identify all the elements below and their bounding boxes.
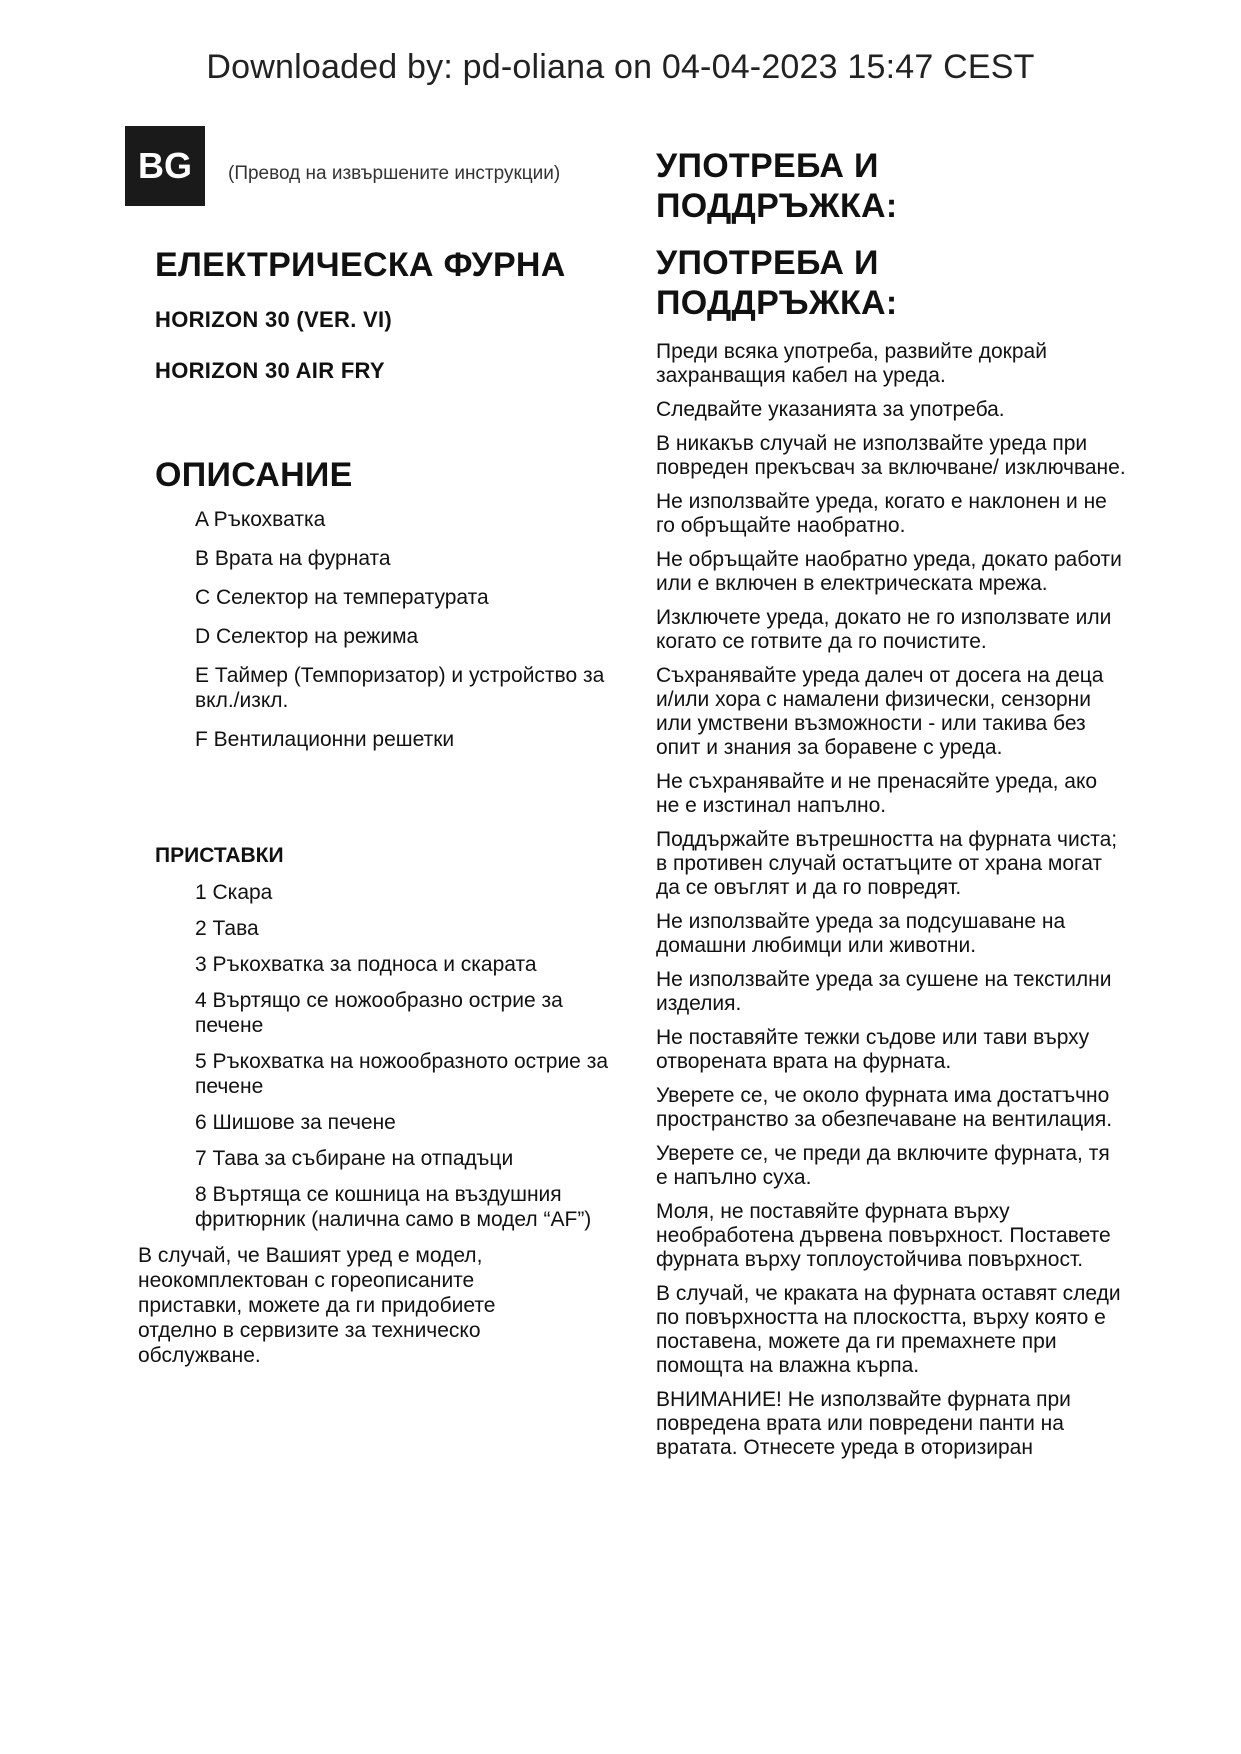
- usage-heading: УПОТРЕБА И ПОДДРЪЖКА:: [656, 244, 898, 322]
- right-column: [656, 146, 1126, 1470]
- paragraph: Следвайте указанията за употреба.: [656, 398, 1005, 421]
- paragraph: Изключете уреда, докато не го използвате или когато се готвите да го почистите.: [656, 606, 1112, 653]
- left-column: [138, 246, 625, 1368]
- paragraph: Уверете се, че преди да включите фурната, тя е напълно суха.: [656, 1142, 1110, 1189]
- list-item: 2 Тава: [195, 917, 259, 940]
- download-banner: Downloaded by: pd-oliana on 04-04-2023 15:47 CEST: [206, 48, 1035, 86]
- usage-heading: УПОТРЕБА И ПОДДРЪЖКА:: [656, 147, 898, 225]
- list-item: A Ръкохватка: [195, 508, 326, 531]
- paragraph: Не използвайте уреда за сушене на текстилни изделия.: [656, 968, 1112, 1015]
- paragraph: Съхранявайте уреда далеч от досега на деца и/или хора с намалени физически, сензорни или умствени възможности - или такива без опит и знания за боравене с уреда.: [656, 664, 1104, 759]
- model-name: HORIZON 30 (VER. VI): [155, 307, 393, 332]
- paragraph: Не използвайте уреда за подсушаване на домашни любимци или животни.: [656, 910, 1066, 957]
- paragraph: Не съхранявайте и не пренасяйте уреда, ако не е изстинал напълно.: [656, 770, 1098, 817]
- description-heading: ОПИСАНИЕ: [155, 456, 353, 494]
- model-name: HORIZON 30 AIR FRY: [155, 358, 385, 383]
- list-item: E Таймер (Темпоризатор) и устройство за вкл./изкл.: [195, 664, 605, 712]
- paragraph: ВНИМАНИЕ! Не използвайте фурната при повредена врата или повредени панти на вратата. Отнесете уреда в оторизиран: [656, 1388, 1071, 1459]
- language-badge: BG: [125, 126, 205, 206]
- paragraph: Поддържайте вътрешността на фурната чиста; в противен случай остатъците от храна могат да се овъглят и да го повредят.: [656, 828, 1118, 899]
- list-item: B Врата на фурната: [195, 547, 391, 570]
- list-item: 1 Скара: [195, 881, 273, 904]
- accessories-heading: ПРИСТАВКИ: [155, 844, 284, 867]
- paragraph: Уверете се, че около фурната има достатъчно пространство за обезпечаване на вентилация.: [656, 1084, 1113, 1131]
- paragraph: Моля, не поставяйте фурната върху необработена дървена повърхност. Поставете фурната върху топлоустойчива повърхност.: [656, 1200, 1111, 1271]
- list-item: F Вентилационни решетки: [195, 728, 455, 751]
- paragraph: Преди всяка употреба, развийте докрай захранващия кабел на уреда.: [656, 340, 1047, 387]
- accessories-note: В случай, че Вашият уред е модел, неокомплектован с гореописаните приставки, можете да ги придобиете отделно в сервизите за техническо обслужване.: [138, 1244, 496, 1367]
- list-item: 7 Тава за събиране на отпадъци: [195, 1147, 514, 1170]
- list-item: 3 Ръкохватка за подноса и скарата: [195, 953, 537, 976]
- parts-list: [155, 507, 625, 752]
- paragraph: Не използвайте уреда, когато е наклонен и не го обръщайте наобратно.: [656, 490, 1107, 537]
- list-item: C Селектор на температурата: [195, 586, 489, 609]
- list-item: 6 Шишове за печене: [195, 1111, 396, 1134]
- list-item: 8 Въртяща се кошница на въздушния фритюрник (налична само в модел “AF”): [195, 1183, 592, 1231]
- list-item: 4 Въртящо се ножообразно острие за печене: [195, 989, 563, 1037]
- accessories-list: [155, 880, 625, 1232]
- paragraph: Не поставяйте тежки съдове или тави върху отворената врата на фурната.: [656, 1026, 1090, 1073]
- list-item: 5 Ръкохватка на ножообразното острие за печене: [195, 1050, 609, 1098]
- paragraph: Не обръщайте наобратно уреда, докато работи или е включен в електрическата мрежа.: [656, 548, 1122, 595]
- paragraph: В случай, че краката на фурната оставят следи по повърхността на плоскостта, върху която е поставена, можете да ги премахнете при помощта на влажна кърпа.: [656, 1282, 1121, 1377]
- paragraph: В никакъв случай не използвайте уреда при повреден прекъсвач за включване/ изключване.: [656, 432, 1126, 479]
- translation-note: (Превод на извършените инструкции): [228, 163, 561, 184]
- product-title: ЕЛЕКТРИЧЕСКА ФУРНА: [155, 246, 566, 284]
- list-item: D Селектор на режима: [195, 625, 419, 648]
